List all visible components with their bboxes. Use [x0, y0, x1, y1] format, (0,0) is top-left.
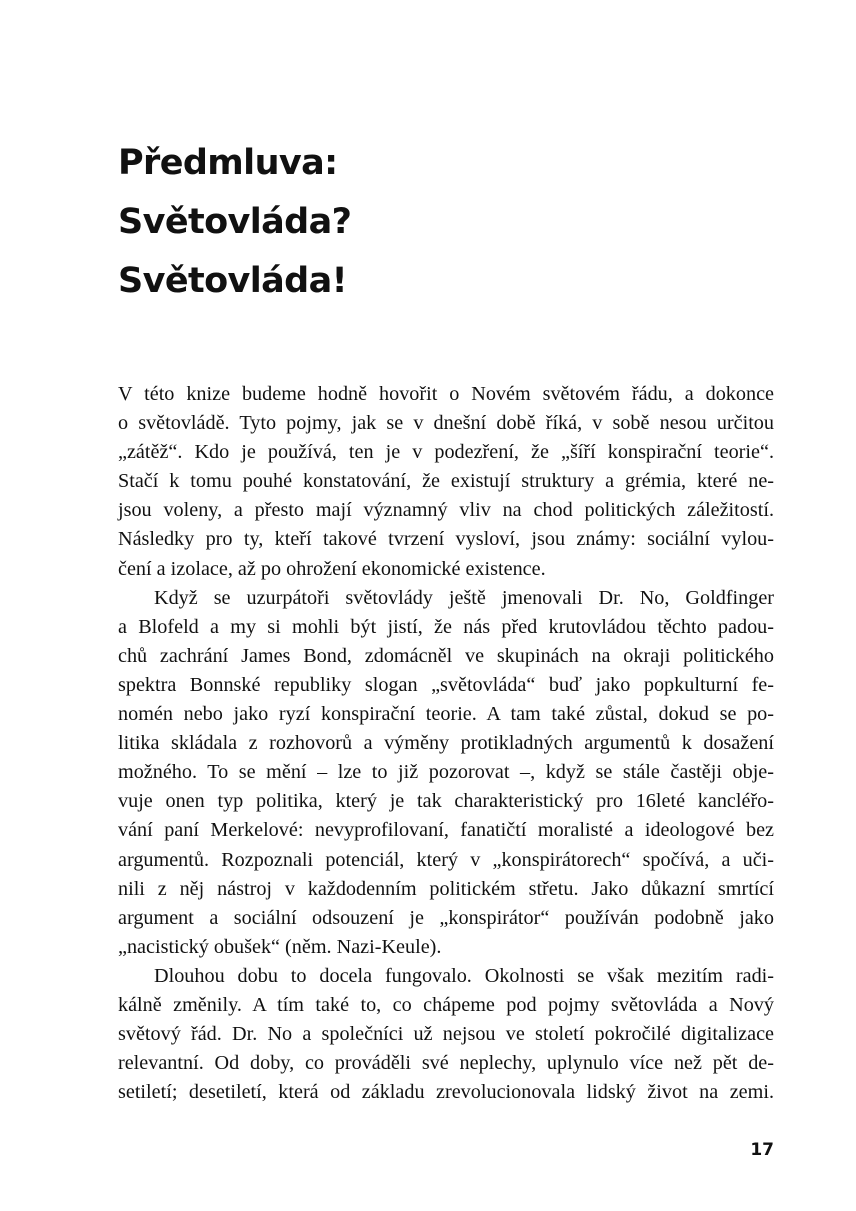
- page-number: 17: [750, 1140, 774, 1160]
- text-line: chů zachrání James Bond, zdomácněl ve skupinách na okraji politického: [118, 644, 774, 667]
- text-line: světový řád. Dr. No a společníci už nejsou ve století pokročilé digitalizace: [118, 1023, 774, 1046]
- text-line: Když se uzurpátoři světovlády ještě jmenovali Dr. No, Goldfinger: [154, 586, 774, 609]
- text-line: argumentů. Rozpoznali potenciál, který v „konspirátorech“ spočívá, a uči-: [118, 848, 774, 871]
- text-line: nili z něj nástroj v každodenním politickém střetu. Jako důkazní smrtící: [118, 877, 774, 900]
- chapter-title-line: Předmluva:: [118, 143, 338, 183]
- text-line: spektra Bonnské republiky slogan „světovláda“ buď jako popkulturní fe-: [118, 673, 774, 696]
- text-line: nomén nebo jako ryzí konspirační teorie. A tam také zůstal, dokud se po-: [118, 703, 774, 726]
- text-line: vání paní Merkelové: nevyprofilovaní, fanatičtí moralisté a ideologové bez: [118, 819, 774, 842]
- text-line: možného. To se mění – lze to již pozorovat –, když se stále častěji obje-: [118, 761, 774, 784]
- text-line: čení a izolace, až po ohrožení ekonomické existence.: [118, 557, 546, 580]
- paragraph: [118, 380, 774, 584]
- text-line: a Blofeld a my si mohli být jistí, že nás před krutovládou těchto padou-: [118, 615, 774, 638]
- text-line: „nacistický obušek“ (něm. Nazi-Keule).: [118, 935, 442, 958]
- text-line: vuje onen typ politika, který je tak charakteristický pro 16leté kancléřo-: [118, 790, 774, 813]
- chapter-title-line: Světovláda!: [118, 261, 348, 301]
- text-line: „zátěž“. Kdo je používá, ten je v podezření, že „šíří konspirační teorie“.: [118, 441, 774, 464]
- text-line: kálně změnily. A tím také to, co chápeme pod pojmy světovláda a Nový: [118, 993, 774, 1016]
- chapter-title-line: Světovláda?: [118, 202, 352, 242]
- text-line: Stačí k tomu pouhé konstatování, že existují struktury a grémia, které ne-: [118, 470, 774, 493]
- text-line: jsou voleny, a přesto mají významný vliv na chod politických záležitostí.: [118, 499, 774, 522]
- text-line: argument a sociální odsouzení je „konspirátor“ používán podobně jako: [118, 906, 774, 929]
- body-text: [118, 380, 774, 1107]
- paragraph: [118, 962, 774, 1107]
- text-line: litika skládala z rozhovorů a výměny protikladných argumentů k dosažení: [118, 732, 774, 755]
- text-line: Dlouhou dobu to docela fungovalo. Okolnosti se však mezitím radi-: [154, 964, 774, 987]
- text-line: o světovládě. Tyto pojmy, jak se v dnešní době říká, v sobě nesou určitou: [118, 412, 774, 435]
- chapter-title: [118, 134, 351, 311]
- text-line: relevantní. Od doby, co prováděli své neplechy, uplynulo více než pět de-: [118, 1052, 774, 1075]
- paragraph: [118, 584, 774, 962]
- text-line: V této knize budeme hodně hovořit o Novém světovém řádu, a dokonce: [118, 383, 774, 405]
- text-line: Následky pro ty, kteří takové tvrzení vysloví, jsou známy: sociální vylou-: [118, 528, 774, 551]
- text-line: setiletí; desetiletí, která od základu zrevolucionovala lidský život na zemi.: [118, 1081, 774, 1104]
